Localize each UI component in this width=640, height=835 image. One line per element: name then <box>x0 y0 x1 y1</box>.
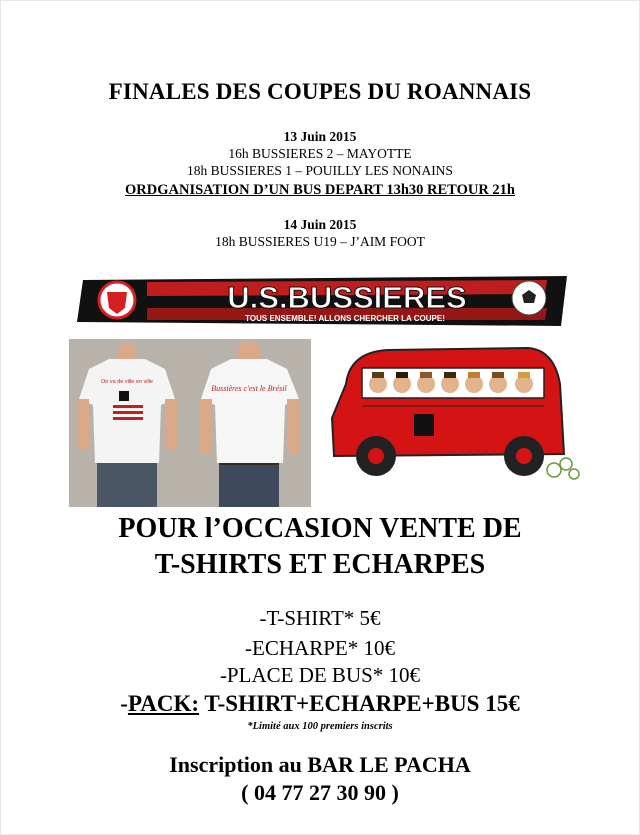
scarf-text: U.S.BUSSIERES <box>227 280 467 315</box>
scarf-slogan: TOUS ENSEMBLE! ALLONS CHERCHER LA COUPE! <box>245 314 445 323</box>
phone-number: ( 04 77 27 30 90 ) <box>241 780 399 805</box>
match-day1-2: 18h BUSSIERES 1 – POUILLY LES NONAINS <box>187 163 453 178</box>
price-echarpe: -ECHARPE* 10€ <box>245 636 395 660</box>
page-title: FINALES DES COUPES DU ROANNAIS <box>108 79 532 104</box>
price-tshirt: -T-SHIRT* 5€ <box>259 606 381 630</box>
limit-note: *Limité aux 100 premiers inscrits <box>247 721 393 732</box>
bus-logo <box>414 414 434 436</box>
pack-value: T-SHIRT+ECHARPE+BUS 15€ <box>199 691 520 716</box>
bus-illustration <box>328 344 584 490</box>
football-icon <box>512 281 546 315</box>
tshirt-back-text: On va de ville en ville <box>101 379 153 385</box>
bus-organisation-note: ORDGANISATION D’UN BUS DEPART 13h30 RETOUR 21h <box>125 182 515 198</box>
promo-line-1: POUR l’OCCASION VENTE DE <box>118 513 522 544</box>
promo-line-2: T-SHIRTS ET ECHARPES <box>154 549 486 580</box>
match-day2-1: 18h BUSSIERES U19 – J’AIM FOOT <box>215 234 425 249</box>
bus-wheel-rear <box>504 436 544 476</box>
bus-wheel-front <box>356 436 396 476</box>
exhaust-smoke <box>547 458 579 479</box>
pack-label: PACK: <box>127 691 200 716</box>
date-day2: 14 Juin 2015 <box>283 217 357 232</box>
date-day1: 13 Juin 2015 <box>283 129 357 144</box>
shield-icon <box>99 282 135 318</box>
price-bus: -PLACE DE BUS* 10€ <box>219 663 421 687</box>
match-day1-1: 16h BUSSIERES 2 – MAYOTTE <box>228 146 412 161</box>
scarf-image <box>77 274 567 328</box>
inscription-info: Inscription au BAR LE PACHA <box>169 752 471 777</box>
tshirts-photo <box>69 339 311 507</box>
price-pack: -PACK: T-SHIRT+ECHARPE+BUS 15€ <box>120 691 520 716</box>
tshirt-front-text: Bussières c'est le Brésil <box>211 384 287 393</box>
